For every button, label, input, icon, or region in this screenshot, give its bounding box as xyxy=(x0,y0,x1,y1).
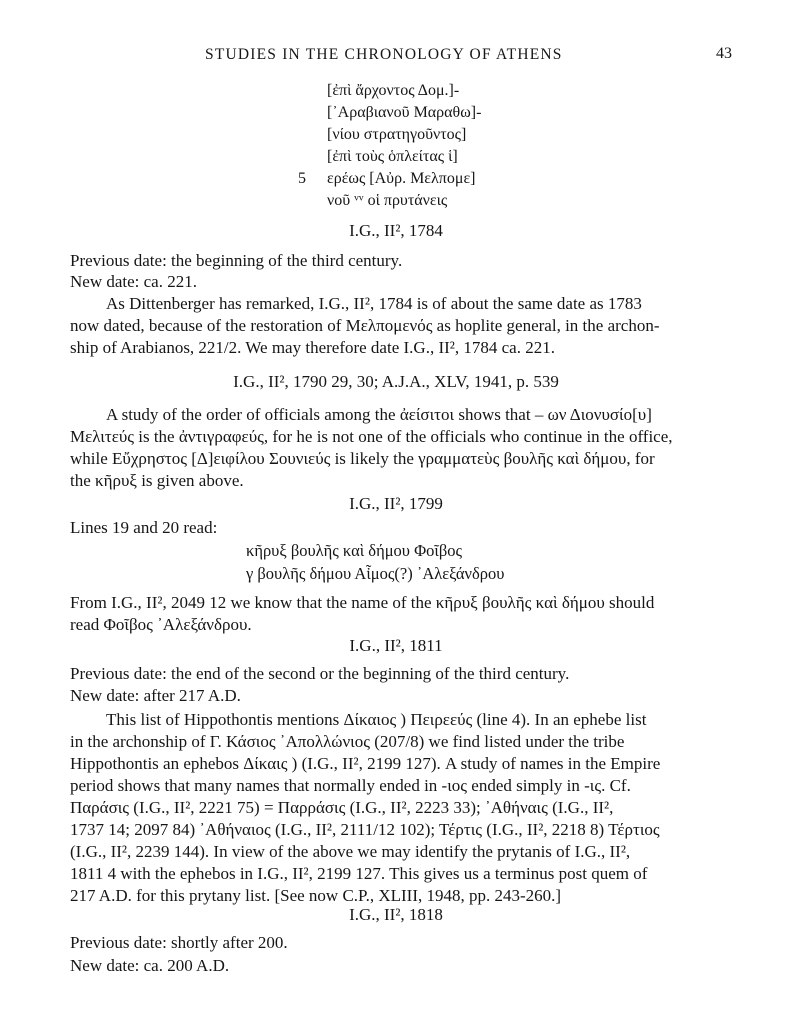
paragraph-line: A study of the order of officials among the ἀείσιτοι shows that – ων Διονυσίο[υ] xyxy=(106,405,652,424)
paragraph-line: Hippothontis an ephebos Δίκαις ) (I.G., II², 2199 127). A study of names in the Empire xyxy=(70,754,661,773)
greek-quotation: γ βουλῆς δήμου Αἶμος(?) ᾿Αλεξάνδρου xyxy=(246,564,505,583)
new-date: New date: ca. 200 A.D. xyxy=(70,956,230,975)
paragraph-line: This list of Hippothontis mentions Δίκαιος ) Πειρεεύς (line 4). In an ephebe list xyxy=(106,710,647,729)
previous-date: Previous date: shortly after 200. xyxy=(70,933,288,952)
paragraph-line: ship of Arabianos, 221/2. We may therefore date I.G., II², 1784 ca. 221. xyxy=(70,338,555,357)
inscription-line: 5 ερέως [Αὐρ. Μελπομε] xyxy=(290,168,481,190)
section-heading: I.G., II², 1784 xyxy=(349,221,443,240)
inscription-line: [ἐπὶ τοὺς ὁπλείτας ἱ] xyxy=(327,148,458,165)
section-heading: I.G., II², 1811 xyxy=(349,636,443,655)
paragraph-line: 217 A.D. for this prytany list. [See now C.P., XLIII, 1948, pp. 243-260.] xyxy=(70,886,562,905)
page-number: 43 xyxy=(716,45,732,62)
inscription-line: [ἐπὶ ἄρχοντος Δομ.]- xyxy=(327,82,460,99)
paragraph-line: now dated, because of the restoration of Μελπομενός as hoplite general, in the archon- xyxy=(70,316,660,335)
paragraph-line: Μελιτεύς is the ἀντιγραφεύς, for he is not one of the officials who continue in the office, xyxy=(70,427,673,446)
paragraph-line: read Φοῖβος ᾿Αλεξάνδρου. xyxy=(70,615,252,634)
inscription-line: [᾿Αραβιανοῦ Μαραθω]- xyxy=(327,104,482,121)
section-heading: I.G., II², 1799 xyxy=(349,494,443,513)
paragraph-line: 1737 14; 2097 84) ᾿Αθήναιος (I.G., II², 2111/12 102); Τέρτις (I.G., II², 2218 8) Τέρτιος xyxy=(70,820,660,839)
new-date: New date: after 217 A.D. xyxy=(70,686,241,705)
previous-date: Previous date: the end of the second or the beginning of the third century. xyxy=(70,664,570,683)
greek-quotation: κῆρυξ βουλῆς καὶ δήμου Φοῖβος xyxy=(246,541,463,560)
paragraph-line: Lines 19 and 20 read: xyxy=(70,518,218,537)
section-heading: I.G., II², 1790 29, 30; A.J.A., XLV, 1941, p. 539 xyxy=(233,372,559,391)
inscription-line: [νίου στρατηγοῦντος] xyxy=(327,126,467,143)
inscription-block xyxy=(290,80,481,212)
paragraph-line: As Dittenberger has remarked, I.G., II², 1784 is of about the same date as 1783 xyxy=(106,294,642,313)
paragraph-line: (I.G., II², 2239 144). In view of the above we may identify the prytanis of I.G., II², xyxy=(70,842,631,861)
paragraph-line: Παράσις (I.G., II², 2221 75) = Παρράσις (I.G., II², 2223 33); ᾿Αθήναις (I.G., II², xyxy=(70,798,614,817)
paragraph-line: period shows that many names that normally ended in -ιος ended simply in -ις. Cf. xyxy=(70,776,631,795)
line-number: 5 xyxy=(298,170,306,187)
new-date: New date: ca. 221. xyxy=(70,272,197,291)
paragraph-line: From I.G., II², 2049 12 we know that the name of the κῆρυξ βουλῆς καὶ δήμου should xyxy=(70,593,655,612)
section-heading: I.G., II², 1818 xyxy=(349,905,443,924)
paragraph-line: 1811 4 with the ephebos in I.G., II², 2199 127. This gives us a terminus post quem of xyxy=(70,864,648,883)
paragraph-line: in the archonship of Γ. Κάσιος ᾿Απολλώνιος (207/8) we find listed under the tribe xyxy=(70,732,625,751)
previous-date: Previous date: the beginning of the third century. xyxy=(70,251,403,270)
inscription-line: νοῦ ᵛᵛ οἱ πρυτάνεις xyxy=(327,192,448,209)
paragraph-line: the κῆρυξ is given above. xyxy=(70,471,244,490)
running-head: STUDIES IN THE CHRONOLOGY OF ATHENS xyxy=(205,46,563,63)
paragraph-line: while Εὔχρηστος [Δ]ειφίλου Σουνιεύς is likely the γραμματεὺς βουλῆς καὶ δήμου, for xyxy=(70,449,655,468)
